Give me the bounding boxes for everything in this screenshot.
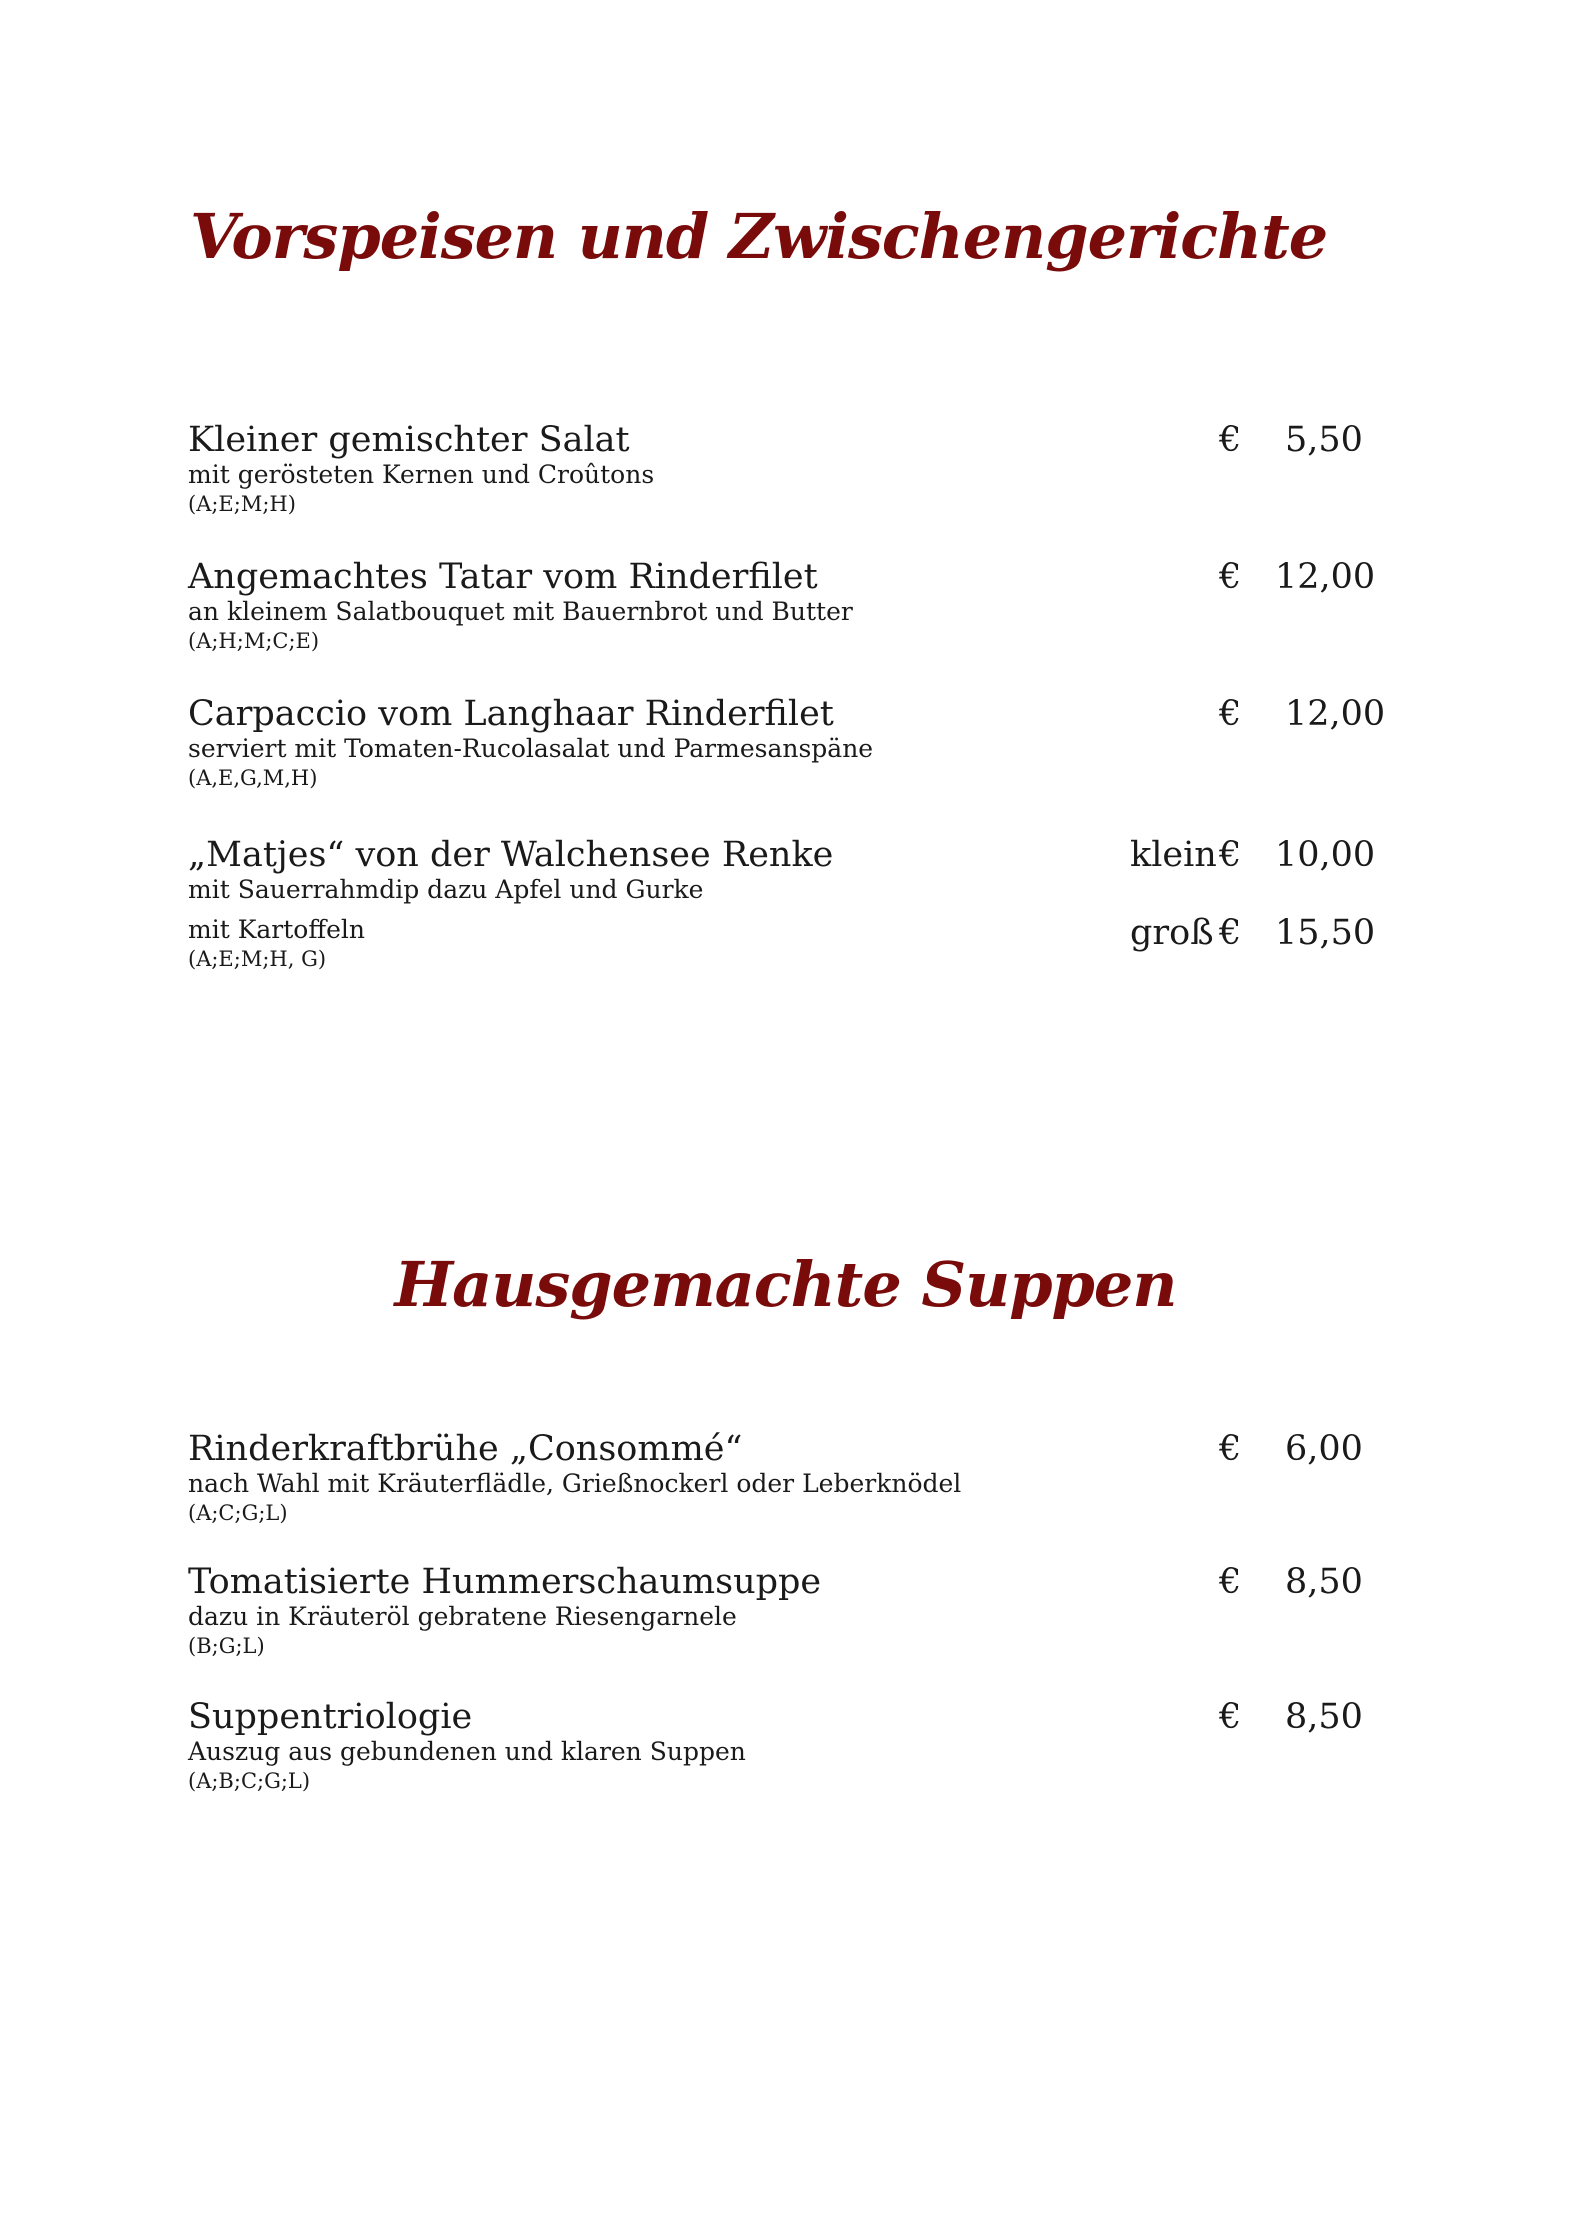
item-allergens: (A;H;M;C;E) <box>188 629 320 653</box>
currency-symbol: € <box>1219 1697 1242 1737</box>
item-allergens: (A;E;M;H) <box>188 492 296 516</box>
item-description: nach Wahl mit Kräuterflädle, Grießnockerl oder Leberknödel <box>188 1469 962 1498</box>
section-title-vorspeisen: Vorspeisen und Zwischengerichte <box>190 200 1328 273</box>
item-description-secondary: mit Kartoffeln <box>188 915 365 944</box>
item-description: mit Sauerrahmdip dazu Apfel und Gurke <box>188 875 704 904</box>
item-price-large: 15,50 <box>1275 913 1376 953</box>
item-allergens: (A,E,G,M,H) <box>188 766 318 790</box>
item-name: Angemachtes Tatar vom Rinderfilet <box>188 557 818 597</box>
item-price: 12,00 <box>1285 694 1386 734</box>
item-price: 8,50 <box>1285 1697 1363 1737</box>
item-name: Carpaccio vom Langhaar Rinderfilet <box>188 694 834 734</box>
menu-item <box>188 557 1388 655</box>
item-allergens: (A;E;M;H, G) <box>188 947 327 971</box>
menu-item <box>188 1429 1388 1527</box>
item-description: an kleinem Salatbouquet mit Bauernbrot und Butter <box>188 597 853 626</box>
item-name: Kleiner gemischter Salat <box>188 420 630 460</box>
item-price: 12,00 <box>1275 557 1376 597</box>
section-title-suppen: Hausgemachte Suppen <box>394 1248 1177 1321</box>
menu-item <box>188 420 1388 518</box>
menu-item <box>188 1562 1388 1660</box>
item-allergens: (A;C;G;L) <box>188 1501 288 1525</box>
currency-symbol: € <box>1219 557 1242 597</box>
menu-item <box>188 694 1388 792</box>
currency-symbol: € <box>1219 1562 1242 1602</box>
item-price: 6,00 <box>1285 1429 1363 1469</box>
item-price: 8,50 <box>1285 1562 1363 1602</box>
currency-symbol: € <box>1219 1429 1242 1469</box>
item-price-small: 10,00 <box>1275 835 1376 875</box>
item-name: Rinderkraftbrühe „Consommé“ <box>188 1429 743 1469</box>
item-name: „Matjes“ von der Walchensee Renke <box>188 835 834 875</box>
item-price: 5,50 <box>1285 420 1363 460</box>
menu-item <box>188 1697 1388 1795</box>
item-description: Auszug aus gebundenen und klaren Suppen <box>188 1737 746 1766</box>
item-name: Suppentriologie <box>188 1697 473 1737</box>
currency-symbol: € <box>1219 694 1242 734</box>
item-description: serviert mit Tomaten-Rucolasalat und Parmesanspäne <box>188 734 874 763</box>
currency-symbol: € <box>1219 420 1242 460</box>
item-name: Tomatisierte Hummerschaumsuppe <box>188 1562 822 1602</box>
currency-symbol: € <box>1219 913 1242 953</box>
item-description: dazu in Kräuteröl gebratene Riesengarnele <box>188 1602 737 1631</box>
currency-symbol: € <box>1219 835 1242 875</box>
item-allergens: (A;B;C;G;L) <box>188 1769 311 1793</box>
item-description: mit gerösteten Kernen und Croûtons <box>188 460 655 489</box>
item-allergens: (B;G;L) <box>188 1634 265 1658</box>
